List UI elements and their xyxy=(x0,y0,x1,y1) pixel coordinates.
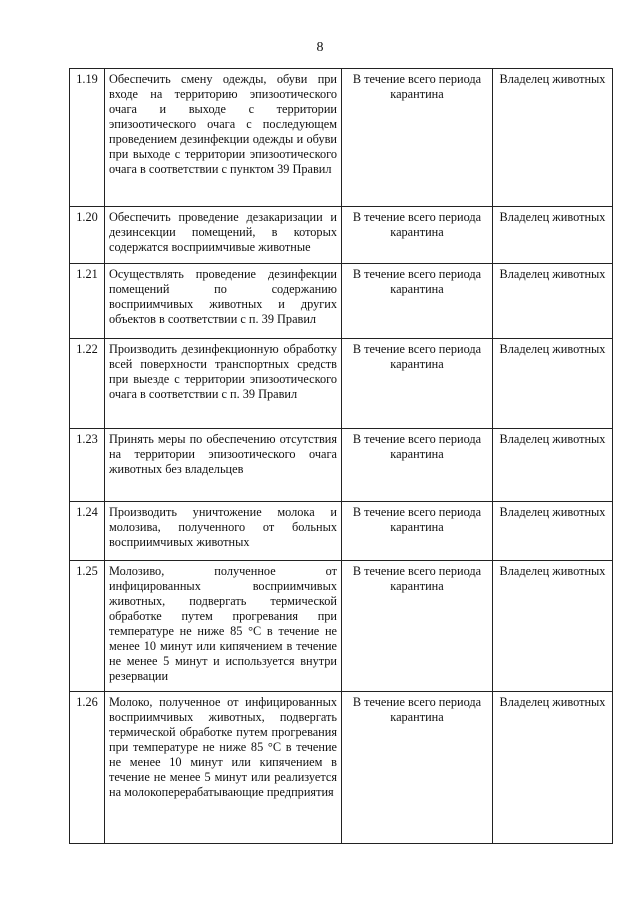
table-row xyxy=(70,207,613,264)
row-number: 1.22 xyxy=(70,339,105,429)
responsible-text: Владелец животных xyxy=(493,429,613,502)
responsible-text: Владелец животных xyxy=(493,207,613,264)
table-row xyxy=(70,502,613,561)
measure-text: Молоко, полученное от инфицированных восприимчивых животных, подвергать термической обработке путем прогревания при температуре не ниже 85 °С в течение не менее 10 минут или кипячением в течение не менее 5 минут или реализуется на молокоперерабатывающие предприятия xyxy=(105,692,342,844)
row-number: 1.21 xyxy=(70,264,105,339)
measure-text: Молозиво, полученное от инфицированных восприимчивых животных, подвергать термической обработке путем прогревания при температуре не ниже 85 °С в течение не менее 10 минут или кипячением в течение не менее 5 минут и используется внутри резервации xyxy=(105,561,342,692)
responsible-text: Владелец животных xyxy=(493,561,613,692)
table-row xyxy=(70,429,613,502)
measures-table xyxy=(69,68,613,844)
responsible-text: Владелец животных xyxy=(493,264,613,339)
measure-text: Принять меры по обеспечению отсутствия на территории эпизоотического очага животных без владельцев xyxy=(105,429,342,502)
term-text: В течение всего периода карантина xyxy=(342,207,493,264)
term-text: В течение всего периода карантина xyxy=(342,692,493,844)
table-row xyxy=(70,264,613,339)
table-row xyxy=(70,561,613,692)
measure-text: Осуществлять проведение дезинфекции помещений по содержанию восприимчивых животных и других объектов в соответствии с п. 39 Правил xyxy=(105,264,342,339)
responsible-text: Владелец животных xyxy=(493,692,613,844)
term-text: В течение всего периода карантина xyxy=(342,264,493,339)
responsible-text: Владелец животных xyxy=(493,502,613,561)
term-text: В течение всего периода карантина xyxy=(342,429,493,502)
measure-text: Обеспечить смену одежды, обуви при входе на территорию эпизоотического очага и выходе с территории эпизоотического очага с последующем проведением дезинфекции одежды и обуви при выходе с территории эпизоотического очага в соответствии с пунктом 39 Правил xyxy=(105,69,342,207)
table-row xyxy=(70,692,613,844)
term-text: В течение всего периода карантина xyxy=(342,69,493,207)
measure-text: Производить уничтожение молока и молозива, полученного от больных восприимчивых животных xyxy=(105,502,342,561)
term-text: В течение всего периода карантина xyxy=(342,561,493,692)
measure-text: Производить дезинфекционную обработку всей поверхности транспортных средств при выезде с территории эпизоотического очага в соответствии с п. 39 Правил xyxy=(105,339,342,429)
term-text: В течение всего периода карантина xyxy=(342,502,493,561)
row-number: 1.24 xyxy=(70,502,105,561)
measure-text: Обеспечить проведение дезакаризации и дезинсекции помещений, в которых содержатся восприимчивые животные xyxy=(105,207,342,264)
table-row xyxy=(70,339,613,429)
term-text: В течение всего периода карантина xyxy=(342,339,493,429)
row-number: 1.25 xyxy=(70,561,105,692)
row-number: 1.23 xyxy=(70,429,105,502)
row-number: 1.20 xyxy=(70,207,105,264)
table-row xyxy=(70,69,613,207)
responsible-text: Владелец животных xyxy=(493,69,613,207)
row-number: 1.26 xyxy=(70,692,105,844)
page-number: 8 xyxy=(316,40,324,55)
row-number: 1.19 xyxy=(70,69,105,207)
responsible-text: Владелец животных xyxy=(493,339,613,429)
